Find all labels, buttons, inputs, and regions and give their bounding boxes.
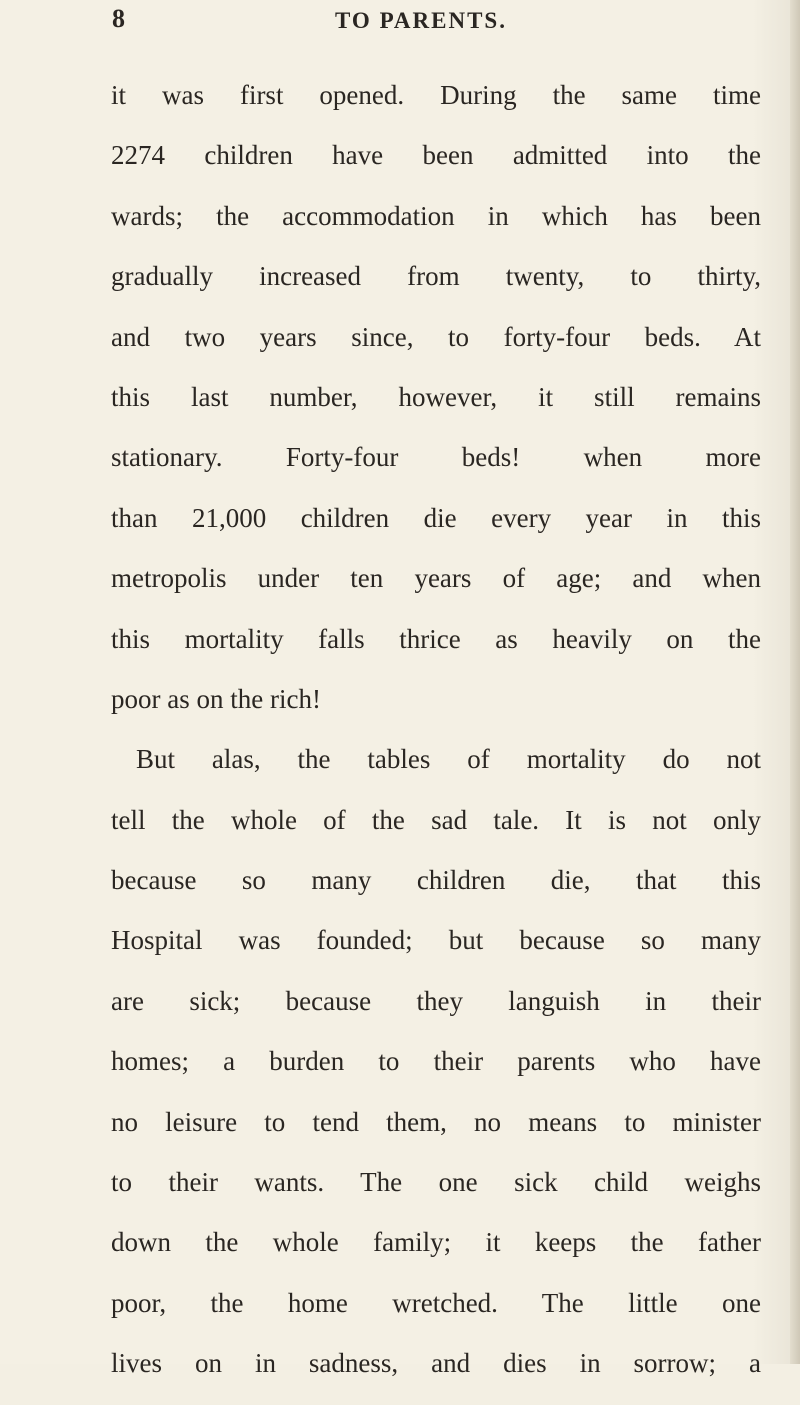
text-line: to their wants. The one sick child weighs xyxy=(111,1167,761,1198)
page-number: 8 xyxy=(112,4,125,33)
page-header xyxy=(0,4,800,44)
text-line: because so many children die, that this xyxy=(111,865,761,896)
text-line: 2274 children have been admitted into the xyxy=(111,140,761,171)
text-line: lives on in sadness, and dies in sorrow; a xyxy=(111,1348,761,1379)
text-line: this last number, however, it still remains xyxy=(111,381,761,412)
text-line: metropolis under ten years of age; and when xyxy=(111,563,761,594)
text-line: stationary. Forty-four beds! when more xyxy=(111,442,761,473)
text-line: wards; the accommodation in which has been xyxy=(111,200,761,231)
text-line: tell the whole of the sad tale. It is not only xyxy=(111,804,761,835)
text-line: are sick; because they languish in their xyxy=(111,985,761,1016)
text-line: homes; a burden to their parents who have xyxy=(111,1046,761,1077)
text-line: and two years since, to forty-four beds. At xyxy=(111,321,761,352)
paragraph-start-line: But alas, the tables of mortality do not xyxy=(136,744,761,775)
paragraph-end-line: poor as on the rich! xyxy=(111,683,321,714)
running-head: TO PARENTS. xyxy=(335,8,507,33)
text-line: no leisure to tend them, no means to minister xyxy=(111,1106,761,1137)
text-line: than 21,000 children die every year in this xyxy=(111,502,761,533)
text-line: it was first opened. During the same time xyxy=(111,80,761,110)
page-edge-shadow xyxy=(790,0,800,1364)
text-line: Hospital was founded; but because so many xyxy=(111,925,761,956)
text-line: this mortality falls thrice as heavily on the xyxy=(111,623,761,654)
body-text xyxy=(111,76,761,1405)
text-line: poor, the home wretched. The little one xyxy=(111,1287,761,1318)
text-line: down the whole family; it keeps the father xyxy=(111,1227,761,1258)
text-line: gradually increased from twenty, to thirty, xyxy=(111,261,761,292)
